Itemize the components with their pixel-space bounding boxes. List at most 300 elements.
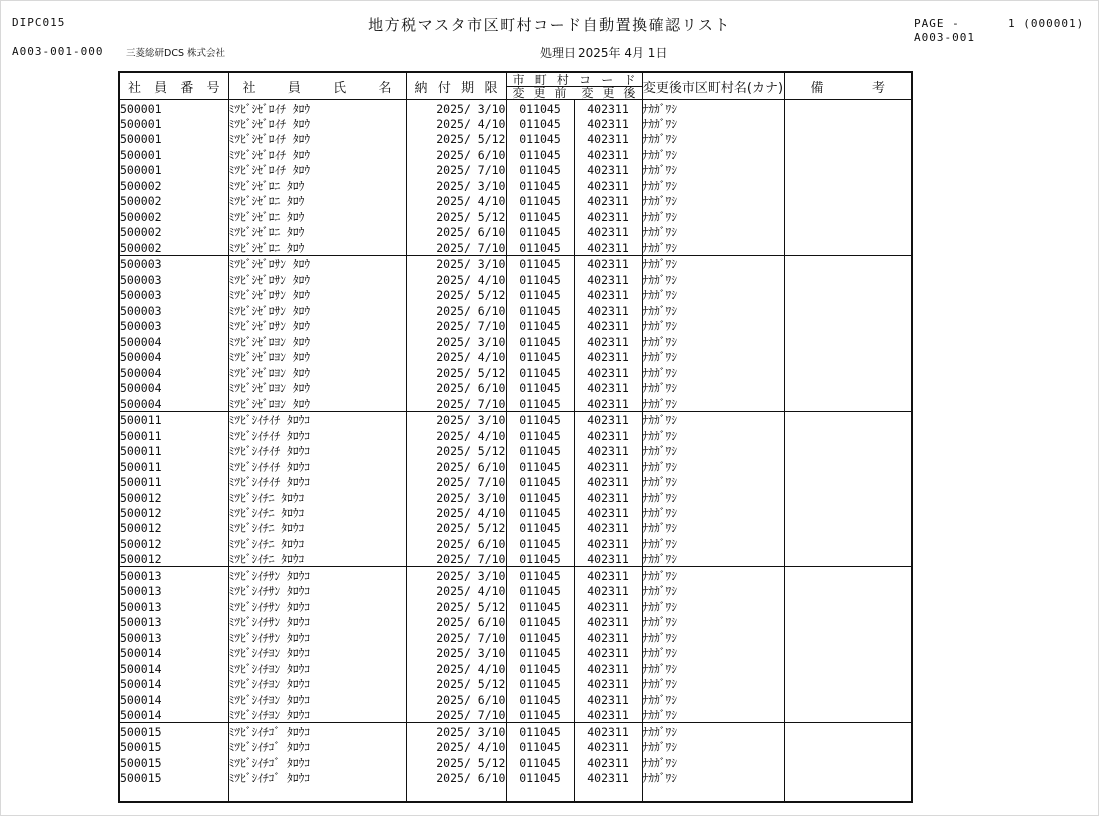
table-row <box>119 395 912 411</box>
code-after-cell: 402311 <box>574 691 642 706</box>
code-before-cell: 011045 <box>506 100 574 116</box>
code-before-cell: 011045 <box>506 660 574 675</box>
code-after-cell: 402311 <box>574 380 642 395</box>
employee-number-cell: 500002 <box>119 177 228 192</box>
due-date-cell: 2025/ 4/10 <box>406 193 506 208</box>
employee-number-cell: 500001 <box>119 146 228 161</box>
employee-name-cell: ﾐﾂﾋﾞｼｾﾞﾛﾖﾝ ﾀﾛｳ <box>228 349 406 364</box>
employee-number-cell: 500004 <box>119 349 228 364</box>
col-due-date <box>406 72 506 100</box>
new-municipality-cell: ﾅｶｶﾞﾜｼ <box>642 691 784 706</box>
due-date-cell: 2025/ 4/10 <box>406 349 506 364</box>
due-date-cell: 2025/ 4/10 <box>406 660 506 675</box>
left-code: A003-001-000 <box>12 45 104 58</box>
th-char: コ <box>579 72 592 87</box>
table-row <box>119 458 912 473</box>
employee-number-cell: 500011 <box>119 411 228 427</box>
employee-name-cell: ﾐﾂﾋﾞｼｲﾁｺﾞ ﾀﾛｳｺ <box>228 723 406 739</box>
code-after-cell: 402311 <box>574 100 642 116</box>
table-row <box>119 598 912 613</box>
th-char: 更 <box>602 85 615 100</box>
new-municipality-cell: ﾅｶｶﾞﾜｼ <box>642 505 784 520</box>
th-char: 員 <box>154 80 168 96</box>
new-municipality-cell: ﾅｶｶﾞﾜｼ <box>642 535 784 550</box>
code-after-cell: 402311 <box>574 443 642 458</box>
table-row <box>119 489 912 504</box>
note-cell <box>784 723 912 739</box>
employee-number-cell: 500011 <box>119 443 228 458</box>
due-date-cell: 2025/ 6/10 <box>406 380 506 395</box>
employee-number-cell: 500001 <box>119 131 228 146</box>
note-cell <box>784 754 912 769</box>
note-cell <box>784 660 912 675</box>
note-cell <box>784 489 912 504</box>
employee-number-cell: 500015 <box>119 770 228 785</box>
table-row <box>119 318 912 333</box>
due-date-cell: 2025/ 3/10 <box>406 100 506 116</box>
th-char: 納 <box>414 80 428 96</box>
new-municipality-cell: ﾅｶｶﾞﾜｼ <box>642 770 784 785</box>
company-name: 三菱総研DCS 株式会社 <box>126 48 225 59</box>
employee-name-cell: ﾐﾂﾋﾞｼｾﾞﾛﾖﾝ ﾀﾛｳ <box>228 364 406 379</box>
note-cell <box>784 458 912 473</box>
table-row <box>119 364 912 379</box>
code-before-cell: 011045 <box>506 443 574 458</box>
due-date-cell: 2025/ 5/12 <box>406 287 506 302</box>
th-code-top <box>507 74 642 87</box>
program-id: DIPC015 <box>12 16 66 29</box>
blank-cell <box>642 785 784 802</box>
due-date-cell: 2025/ 7/10 <box>406 707 506 723</box>
code-before-cell: 011045 <box>506 271 574 286</box>
col-note <box>784 72 912 100</box>
employee-name-cell: ﾐﾂﾋﾞｼｲﾁﾆ ﾀﾛｳｺ <box>228 505 406 520</box>
th-char: 変 <box>581 85 594 100</box>
new-municipality-cell: ﾅｶｶﾞﾜｼ <box>642 443 784 458</box>
note-cell <box>784 395 912 411</box>
employee-number-cell: 500015 <box>119 754 228 769</box>
note-cell <box>784 318 912 333</box>
new-municipality-cell: ﾅｶｶﾞﾜｼ <box>642 676 784 691</box>
note-cell <box>784 193 912 208</box>
employee-name-cell: ﾐﾂﾋﾞｼｾﾞﾛｻﾝ ﾀﾛｳ <box>228 271 406 286</box>
code-after-cell: 402311 <box>574 364 642 379</box>
code-before-cell: 011045 <box>506 146 574 161</box>
col-employee-number <box>119 72 228 100</box>
table-row <box>119 302 912 317</box>
right-code: A003-001 <box>914 31 975 44</box>
due-date-cell: 2025/ 7/10 <box>406 239 506 255</box>
employee-number-cell: 500015 <box>119 739 228 754</box>
employee-number-cell: 500001 <box>119 162 228 177</box>
code-before-cell: 011045 <box>506 239 574 255</box>
note-cell <box>784 349 912 364</box>
col-new-municipality-kana: 変更後市区町村名(カナ) <box>642 72 784 100</box>
employee-number-cell: 500013 <box>119 598 228 613</box>
code-before-cell: 011045 <box>506 614 574 629</box>
code-after-cell: 402311 <box>574 255 642 271</box>
new-municipality-cell: ﾅｶｶﾞﾜｼ <box>642 427 784 442</box>
new-municipality-cell: ﾅｶｶﾞﾜｼ <box>642 146 784 161</box>
note-cell <box>784 535 912 550</box>
code-after-cell: 402311 <box>574 535 642 550</box>
new-municipality-cell: ﾅｶｶﾞﾜｼ <box>642 364 784 379</box>
blank-cell <box>574 785 642 802</box>
th-emp-no <box>120 77 228 96</box>
table-row <box>119 443 912 458</box>
code-before-cell: 011045 <box>506 208 574 223</box>
th-char: 限 <box>484 80 498 96</box>
new-municipality-cell: ﾅｶｶﾞﾜｼ <box>642 551 784 567</box>
table-row <box>119 255 912 271</box>
due-date-cell: 2025/ 5/12 <box>406 520 506 535</box>
table-row <box>119 131 912 146</box>
employee-number-cell: 500003 <box>119 318 228 333</box>
employee-name-cell: ﾐﾂﾋﾞｼｾﾞﾛｻﾝ ﾀﾛｳ <box>228 318 406 333</box>
note-cell <box>784 287 912 302</box>
new-municipality-cell: ﾅｶｶﾞﾜｼ <box>642 224 784 239</box>
note-cell <box>784 614 912 629</box>
table-body <box>119 100 912 803</box>
employee-number-cell: 500003 <box>119 271 228 286</box>
employee-name-cell: ﾐﾂﾋﾞｼｲﾁｲﾁ ﾀﾛｳｺ <box>228 411 406 427</box>
code-after-cell: 402311 <box>574 411 642 427</box>
employee-number-cell: 500002 <box>119 224 228 239</box>
code-after-cell: 402311 <box>574 318 642 333</box>
new-municipality-cell: ﾅｶｶﾞﾜｼ <box>642 208 784 223</box>
due-date-cell: 2025/ 7/10 <box>406 474 506 489</box>
code-after-cell: 402311 <box>574 474 642 489</box>
code-before-cell: 011045 <box>506 691 574 706</box>
code-before-cell: 011045 <box>506 489 574 504</box>
new-municipality-cell: ﾅｶｶﾞﾜｼ <box>642 707 784 723</box>
table-row <box>119 723 912 739</box>
page-number: 1 (000001) <box>1008 17 1085 30</box>
employee-name-cell: ﾐﾂﾋﾞｼｾﾞﾛﾖﾝ ﾀﾛｳ <box>228 395 406 411</box>
employee-name-cell: ﾐﾂﾋﾞｼｾﾞﾛｻﾝ ﾀﾛｳ <box>228 302 406 317</box>
table-row <box>119 208 912 223</box>
employee-name-cell: ﾐﾂﾋﾞｼｲﾁｻﾝ ﾀﾛｳｺ <box>228 614 406 629</box>
note-cell <box>784 224 912 239</box>
th-code <box>507 74 642 99</box>
code-after-cell: 402311 <box>574 287 642 302</box>
code-after-cell: 402311 <box>574 208 642 223</box>
note-cell <box>784 520 912 535</box>
code-before-cell: 011045 <box>506 318 574 333</box>
employee-name-cell: ﾐﾂﾋﾞｼｲﾁﾖﾝ ﾀﾛｳｺ <box>228 676 406 691</box>
code-after-cell: 402311 <box>574 302 642 317</box>
code-after-cell: 402311 <box>574 239 642 255</box>
page-label: PAGE - <box>914 17 960 30</box>
employee-number-cell: 500004 <box>119 395 228 411</box>
table-row <box>119 567 912 583</box>
code-after-cell: 402311 <box>574 177 642 192</box>
employee-number-cell: 500014 <box>119 660 228 675</box>
employee-name-cell: ﾐﾂﾋﾞｼｲﾁｲﾁ ﾀﾛｳｺ <box>228 458 406 473</box>
table-row <box>119 193 912 208</box>
due-date-cell: 2025/ 5/12 <box>406 131 506 146</box>
code-after-cell: 402311 <box>574 224 642 239</box>
new-municipality-cell: ﾅｶｶﾞﾜｼ <box>642 162 784 177</box>
code-after-cell: 402311 <box>574 723 642 739</box>
employee-number-cell: 500012 <box>119 520 228 535</box>
note-cell <box>784 567 912 583</box>
th-char: 備 <box>810 80 824 96</box>
new-municipality-cell: ﾅｶｶﾞﾜｼ <box>642 100 784 116</box>
code-after-cell: 402311 <box>574 271 642 286</box>
due-date-cell: 2025/ 6/10 <box>406 302 506 317</box>
th-char: 付 <box>437 80 451 96</box>
code-after-cell: 402311 <box>574 739 642 754</box>
employee-number-cell: 500003 <box>119 287 228 302</box>
table-row <box>119 287 912 302</box>
note-cell <box>784 131 912 146</box>
employee-name-cell: ﾐﾂﾋﾞｼｾﾞﾛｲﾁ ﾀﾛｳ <box>228 146 406 161</box>
code-after-cell: 402311 <box>574 131 642 146</box>
table-row <box>119 427 912 442</box>
new-municipality-cell: ﾅｶｶﾞﾜｼ <box>642 177 784 192</box>
employee-name-cell: ﾐﾂﾋﾞｼｲﾁｲﾁ ﾀﾛｳｺ <box>228 474 406 489</box>
employee-number-cell: 500013 <box>119 567 228 583</box>
code-after-cell: 402311 <box>574 333 642 348</box>
employee-name-cell: ﾐﾂﾋﾞｼｾﾞﾛﾆ ﾀﾛｳ <box>228 239 406 255</box>
employee-name-cell: ﾐﾂﾋﾞｼｾﾞﾛｲﾁ ﾀﾛｳ <box>228 162 406 177</box>
employee-number-cell: 500013 <box>119 629 228 644</box>
code-before-cell: 011045 <box>506 629 574 644</box>
note-cell <box>784 255 912 271</box>
code-before-cell: 011045 <box>506 551 574 567</box>
new-municipality-cell: ﾅｶｶﾞﾜｼ <box>642 723 784 739</box>
new-municipality-cell: ﾅｶｶﾞﾜｼ <box>642 318 784 333</box>
note-cell <box>784 739 912 754</box>
code-after-cell: 402311 <box>574 505 642 520</box>
employee-number-cell: 500015 <box>119 723 228 739</box>
th-char: 番 <box>180 80 194 96</box>
code-before-cell: 011045 <box>506 645 574 660</box>
note-cell <box>784 177 912 192</box>
blank-cell <box>228 785 406 802</box>
table-row <box>119 520 912 535</box>
employee-number-cell: 500013 <box>119 614 228 629</box>
table-row <box>119 177 912 192</box>
code-before-cell: 011045 <box>506 162 574 177</box>
note-cell <box>784 162 912 177</box>
due-date-cell: 2025/ 3/10 <box>406 411 506 427</box>
th-char: 員 <box>287 80 301 96</box>
table-row <box>119 551 912 567</box>
note-cell <box>784 100 912 116</box>
employee-name-cell: ﾐﾂﾋﾞｼｲﾁﾖﾝ ﾀﾛｳｺ <box>228 660 406 675</box>
new-municipality-cell: ﾅｶｶﾞﾜｼ <box>642 458 784 473</box>
note-cell <box>784 770 912 785</box>
note-cell <box>784 629 912 644</box>
employee-name-cell: ﾐﾂﾋﾞｼｲﾁｺﾞ ﾀﾛｳｺ <box>228 770 406 785</box>
employee-number-cell: 500011 <box>119 458 228 473</box>
employee-number-cell: 500003 <box>119 255 228 271</box>
note-cell <box>784 364 912 379</box>
new-municipality-cell: ﾅｶｶﾞﾜｼ <box>642 489 784 504</box>
table-row <box>119 411 912 427</box>
new-municipality-cell: ﾅｶｶﾞﾜｼ <box>642 349 784 364</box>
employee-name-cell: ﾐﾂﾋﾞｼｲﾁﾆ ﾀﾛｳｺ <box>228 551 406 567</box>
code-after-cell: 402311 <box>574 458 642 473</box>
new-municipality-cell: ﾅｶｶﾞﾜｼ <box>642 474 784 489</box>
table-row <box>119 349 912 364</box>
new-municipality-cell: ﾅｶｶﾞﾜｼ <box>642 739 784 754</box>
note-cell <box>784 598 912 613</box>
due-date-cell: 2025/ 7/10 <box>406 629 506 644</box>
new-municipality-cell: ﾅｶｶﾞﾜｼ <box>642 302 784 317</box>
employee-number-cell: 500002 <box>119 193 228 208</box>
new-municipality-cell: ﾅｶｶﾞﾜｼ <box>642 520 784 535</box>
employee-number-cell: 500004 <box>119 380 228 395</box>
table-row <box>119 629 912 644</box>
note-cell <box>784 208 912 223</box>
code-before-cell: 011045 <box>506 427 574 442</box>
employee-number-cell: 500011 <box>119 427 228 442</box>
new-municipality-cell: ﾅｶｶﾞﾜｼ <box>642 116 784 131</box>
th-char: 更 <box>533 85 546 100</box>
employee-number-cell: 500004 <box>119 333 228 348</box>
employee-number-cell: 500014 <box>119 691 228 706</box>
new-municipality-cell: ﾅｶｶﾞﾜｼ <box>642 333 784 348</box>
employee-number-cell: 500014 <box>119 676 228 691</box>
due-date-cell: 2025/ 3/10 <box>406 567 506 583</box>
table-row <box>119 474 912 489</box>
code-after-cell: 402311 <box>574 427 642 442</box>
note-cell <box>784 239 912 255</box>
new-municipality-cell: ﾅｶｶﾞﾜｼ <box>642 131 784 146</box>
due-date-cell: 2025/ 7/10 <box>406 395 506 411</box>
code-before-cell: 011045 <box>506 302 574 317</box>
code-after-cell: 402311 <box>574 489 642 504</box>
employee-name-cell: ﾐﾂﾋﾞｼｲﾁﾖﾝ ﾀﾛｳｺ <box>228 707 406 723</box>
code-before-cell: 011045 <box>506 380 574 395</box>
employee-name-cell: ﾐﾂﾋﾞｼｾﾞﾛｲﾁ ﾀﾛｳ <box>228 131 406 146</box>
due-date-cell: 2025/ 6/10 <box>406 146 506 161</box>
code-before-cell: 011045 <box>506 583 574 598</box>
th-char: 社 <box>242 80 256 96</box>
code-after-cell: 402311 <box>574 614 642 629</box>
th-due <box>407 77 506 96</box>
code-after-cell: 402311 <box>574 116 642 131</box>
note-cell <box>784 302 912 317</box>
employee-name-cell: ﾐﾂﾋﾞｼｲﾁﾖﾝ ﾀﾛｳｺ <box>228 691 406 706</box>
new-municipality-cell: ﾅｶｶﾞﾜｼ <box>642 255 784 271</box>
employee-number-cell: 500002 <box>119 208 228 223</box>
note-cell <box>784 380 912 395</box>
code-before-cell: 011045 <box>506 707 574 723</box>
result-table <box>118 71 913 803</box>
col-employee-name <box>228 72 406 100</box>
code-after-cell: 402311 <box>574 162 642 177</box>
new-municipality-cell: ﾅｶｶﾞﾜｼ <box>642 239 784 255</box>
employee-number-cell: 500012 <box>119 505 228 520</box>
th-char: 考 <box>871 80 885 96</box>
table-row <box>119 770 912 785</box>
code-before-cell: 011045 <box>506 193 574 208</box>
table-row <box>119 754 912 769</box>
th-char: 期 <box>461 80 475 96</box>
code-before-cell: 011045 <box>506 333 574 348</box>
th-char: 変 <box>512 85 525 100</box>
new-municipality-cell: ﾅｶｶﾞﾜｼ <box>642 583 784 598</box>
employee-name-cell: ﾐﾂﾋﾞｼｾﾞﾛﾖﾝ ﾀﾛｳ <box>228 380 406 395</box>
employee-number-cell: 500001 <box>119 100 228 116</box>
employee-name-cell: ﾐﾂﾋﾞｼｾﾞﾛｲﾁ ﾀﾛｳ <box>228 116 406 131</box>
code-after-cell: 402311 <box>574 598 642 613</box>
employee-name-cell: ﾐﾂﾋﾞｼｾﾞﾛﾆ ﾀﾛｳ <box>228 208 406 223</box>
code-before-cell: 011045 <box>506 177 574 192</box>
employee-number-cell: 500004 <box>119 364 228 379</box>
note-cell <box>784 645 912 660</box>
table-row <box>119 691 912 706</box>
table-row <box>119 333 912 348</box>
code-before-cell: 011045 <box>506 723 574 739</box>
code-after-cell: 402311 <box>574 567 642 583</box>
blank-cell <box>119 785 228 802</box>
code-after-cell: 402311 <box>574 395 642 411</box>
th-char: 名 <box>378 80 392 96</box>
code-before-cell: 011045 <box>506 739 574 754</box>
new-municipality-cell: ﾅｶｶﾞﾜｼ <box>642 287 784 302</box>
report-title: 地方税マスタ市区町村コード自動置換確認リスト <box>368 16 731 34</box>
due-date-cell: 2025/ 3/10 <box>406 489 506 504</box>
employee-name-cell: ﾐﾂﾋﾞｼｲﾁｺﾞ ﾀﾛｳｺ <box>228 754 406 769</box>
employee-number-cell: 500001 <box>119 116 228 131</box>
due-date-cell: 2025/ 5/12 <box>406 754 506 769</box>
th-code-bottom <box>507 87 642 99</box>
new-municipality-cell: ﾅｶｶﾞﾜｼ <box>642 754 784 769</box>
code-before-cell: 011045 <box>506 287 574 302</box>
code-before-cell: 011045 <box>506 474 574 489</box>
table-row <box>119 116 912 131</box>
code-before-cell: 011045 <box>506 349 574 364</box>
employee-name-cell: ﾐﾂﾋﾞｼｾﾞﾛｻﾝ ﾀﾛｳ <box>228 255 406 271</box>
note-cell <box>784 333 912 348</box>
code-before-cell: 011045 <box>506 567 574 583</box>
employee-number-cell: 500012 <box>119 551 228 567</box>
due-date-cell: 2025/ 5/12 <box>406 443 506 458</box>
due-date-cell: 2025/ 6/10 <box>406 691 506 706</box>
note-cell <box>784 427 912 442</box>
due-date-cell: 2025/ 7/10 <box>406 551 506 567</box>
th-char: 号 <box>206 80 220 96</box>
employee-number-cell: 500003 <box>119 302 228 317</box>
code-before-cell: 011045 <box>506 224 574 239</box>
due-date-cell: 2025/ 4/10 <box>406 583 506 598</box>
note-cell <box>784 474 912 489</box>
th-char: 町 <box>534 72 547 87</box>
employee-name-cell: ﾐﾂﾋﾞｼｲﾁﾆ ﾀﾛｳｺ <box>228 489 406 504</box>
code-before-cell: 011045 <box>506 598 574 613</box>
new-municipality-cell: ﾅｶｶﾞﾜｼ <box>642 395 784 411</box>
due-date-cell: 2025/ 6/10 <box>406 770 506 785</box>
blank-cell <box>506 785 574 802</box>
note-cell <box>784 691 912 706</box>
table-row <box>119 676 912 691</box>
code-before-cell: 011045 <box>506 458 574 473</box>
th-char: 後 <box>623 85 636 100</box>
due-date-cell: 2025/ 6/10 <box>406 224 506 239</box>
process-date-label: 処理日 <box>540 46 577 60</box>
due-date-cell: 2025/ 3/10 <box>406 333 506 348</box>
table-row <box>119 645 912 660</box>
employee-number-cell: 500014 <box>119 645 228 660</box>
due-date-cell: 2025/ 3/10 <box>406 645 506 660</box>
code-after-cell: 402311 <box>574 520 642 535</box>
table-row <box>119 505 912 520</box>
